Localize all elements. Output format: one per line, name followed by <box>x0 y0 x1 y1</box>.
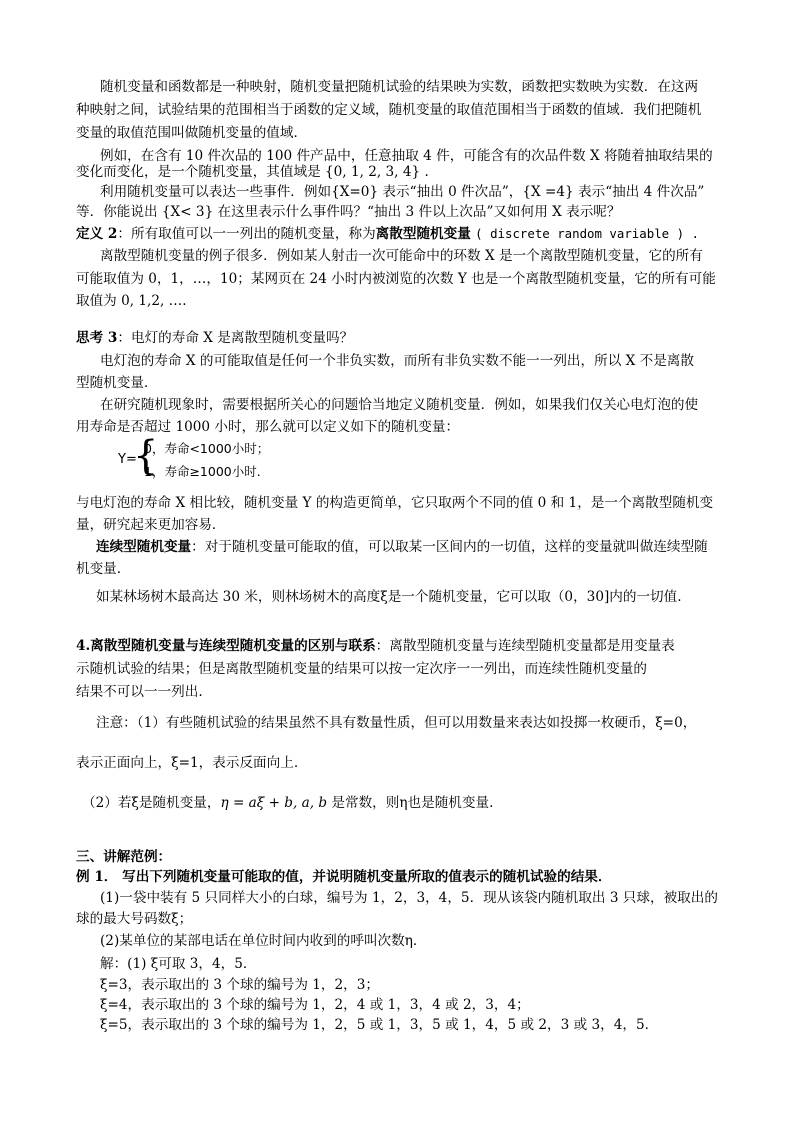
definition-2-text: ：所有取值可以一一列出的随机变量，称为 <box>117 226 376 242</box>
p2-line-1: 例如，在含有 10 件次品的 100 件产品中，任意抽取 4 件，可能含有的次品件数 X 将随着抽取结果的 <box>100 148 713 164</box>
think-3 <box>76 329 353 347</box>
p3-line-1: 利用随机变量可以表达一些事件．例如{X=0} 表示“抽出 0 件次品”，{X =4} 表示“抽出 4 件次品” <box>100 184 705 200</box>
section-3-heading: 三、讲解范例： <box>76 849 172 865</box>
think-3-label: 思考 3 <box>76 330 118 346</box>
formula-case-2: 1，寿命≥1000小时. <box>144 464 261 479</box>
formula-case-1: 0，寿命<1000小时； <box>144 441 270 456</box>
p7-line-1: 与电灯泡的寿命 X 相比较，随机变量 Y 的构造更简单，它只取两个不同的值 0 和 1，是一个离散型随机变 <box>76 495 714 511</box>
p4-line-2: 可能取值为 0，1，…，10；某网页在 24 小时内被浏览的次数 Y 也是一个离散型随机变量，它的所有可能 <box>76 271 716 287</box>
section-4-line-2: 示随机试验的结果；但是离散型随机变量的结果可以按一定次序一一列出，而连续性随机变量的 <box>76 661 647 677</box>
section-4-text: ：离散型随机变量与连续型随机变量都是用变量表 <box>375 638 675 654</box>
example-1-label: 例 1． <box>76 869 118 885</box>
continuous-text: ：对于随机变量可能取的值，可以取某一区间内的一切值，这样的变量就叫做连续型随 <box>191 539 708 555</box>
note-line-3-formula: η = aξ + b, a, b <box>220 795 328 811</box>
continuous-line-2: 机变量. <box>76 561 122 577</box>
example-1-line <box>76 868 612 886</box>
note-line-3-c: 是常数，则η也是随机变量. <box>327 795 494 811</box>
note-line-2: 表示正面向上，ξ=1，表示反面向上. <box>76 755 299 771</box>
note-line-1: 注意：（1）有些随机试验的结果虽然不具有数量性质，但可以用数量来表达如投掷一枚硬币，ξ=0， <box>96 715 697 731</box>
p5-line-2: 型随机变量． <box>76 375 158 391</box>
definition-2-label: 定义 2 <box>76 226 118 242</box>
p1-line-1: 随机变量和函数都是一种映射，随机变量把随机试验的结果映为实数，函数把实数映为实数．在这两 <box>100 79 699 95</box>
example-1-q1-b: 球的最大号码数ξ； <box>76 911 193 927</box>
example-1-q1-a: (1)一袋中装有 5 只同样大小的白球，编号为 1，2，3，4，5．现从该袋内随机取出 3 只球，被取出的 <box>100 890 718 906</box>
note-line-3 <box>82 794 493 812</box>
p6-line-1: 在研究随机现象时，需要根据所关心的问题恰当地定义随机变量．例如，如果我们仅关心电灯泡的使 <box>100 397 699 413</box>
p8-line: 如某林场树木最高达 30 米，则林场树木的高度ξ是一个随机变量，它可以取（0，30]内的一切值. <box>96 589 682 605</box>
solution-line-4: ξ=5，表示取出的 3 个球的编号为 1，2，5 或 1，3，5 或 1，4，5 或 2，3 或 3，4，5． <box>100 1017 659 1033</box>
p1-line-3: 变量的取值范围叫做随机变量的值域． <box>76 125 308 141</box>
p4-line-1: 离散型随机变量的例子很多．例如某人射击一次可能命中的环数 X 是一个离散型随机变量，它的所有 <box>100 248 703 264</box>
definition-2-english: ( discrete random variable ) . <box>475 226 699 241</box>
p7-line-2: 量，研究起来更加容易． <box>76 517 226 533</box>
section-4-label: 4.离散型随机变量与连续型随机变量的区别与联系 <box>76 638 376 654</box>
left-brace-icon: { <box>133 433 159 479</box>
formula-lhs: Y= <box>118 452 137 467</box>
solution-line-1: 解：(1) ξ可取 3，4，5． <box>100 956 257 972</box>
p4-line-3: 取值为 0, 1,2, …. <box>76 293 187 309</box>
continuous-line-1 <box>96 538 708 556</box>
think-3-text: ：电灯的寿命 X 是离散型随机变量吗？ <box>117 330 354 346</box>
section-4-line-1 <box>76 637 675 655</box>
solution-line-2: ξ=3，表示取出的 3 个球的编号为 1，2，3； <box>100 977 379 993</box>
section-4-line-3: 结果不可以一一列出. <box>76 684 203 700</box>
example-1-q2: (2)某单位的某部电话在单位时间内收到的呼叫次数η． <box>100 933 427 949</box>
example-1-text: 写出下列随机变量可能取的值，并说明随机变量所取的值表示的随机试验的结果． <box>117 869 612 885</box>
p6-line-2: 用寿命是否超过 1000 小时，那么就可以定义如下的随机变量： <box>76 419 460 435</box>
solution-line-3: ξ=4，表示取出的 3 个球的编号为 1，2，4 或 1，3，4 或 2，3，4； <box>100 997 530 1013</box>
p3-line-2: 等．你能说出 {X< 3} 在这里表示什么事件吗？“抽出 3 件以上次品”又如何用 X 表示呢？ <box>76 204 621 220</box>
continuous-term: 连续型随机变量 <box>96 539 192 555</box>
p1-line-2: 种映射之间，试验结果的范围相当于函数的定义域，随机变量的取值范围相当于函数的值域．我们把随机 <box>76 102 702 118</box>
definition-2 <box>76 225 699 243</box>
p2-line-2: 变化而变化，是一个随机变量，其值域是 {0, 1, 2, 3, 4} . <box>76 164 429 180</box>
p5-line-1: 电灯泡的寿命 X 的可能取值是任何一个非负实数，而所有非负实数不能一一列出，所以 X 不是离散 <box>100 353 694 369</box>
note-line-3-a: （2）若ξ是随机变量， <box>82 795 221 811</box>
definition-2-term: 离散型随机变量 <box>375 226 471 242</box>
